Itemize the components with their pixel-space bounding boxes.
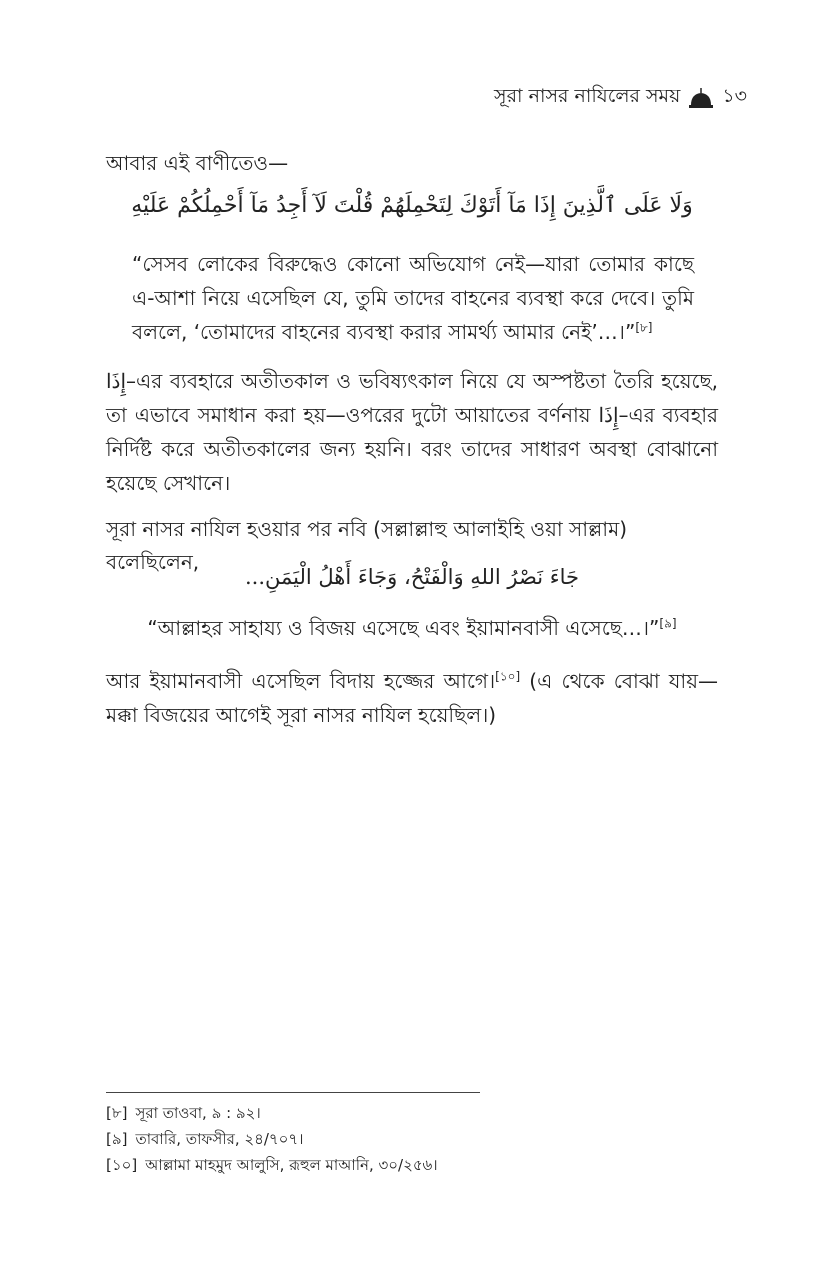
paragraph-hadith-intro: সূরা নাসর নাযিল হওয়ার পর নবি (সল্লাল্লাহু আলাইহি ওয়া সাল্লাম) বলেছিলেন, — [106, 517, 627, 574]
footnote-item — [106, 1126, 718, 1152]
footnote-number: [৮] — [106, 1104, 128, 1122]
footnote-item — [106, 1152, 718, 1178]
running-title: সূরা নাসর নাযিলের সময় — [494, 85, 681, 107]
quote-2-text: “আল্লাহর সাহায্য ও বিজয় এসেছে এবং ইয়ামানবাসী এসেছে…।” — [147, 616, 660, 640]
footnote-item — [106, 1100, 718, 1126]
footnote-ref-9[interactable]: [৯] — [659, 616, 677, 631]
footnote-ref-10[interactable]: [১০] — [495, 669, 521, 684]
running-header — [494, 82, 747, 114]
paragraph-2-part-a: –এর ব্যবহারে অতীতকাল ও ভবিষ্যৎকাল নিয়ে যে অস্পষ্টতা তৈরি হয়েছে, তা এভাবে সমাধান করা হয়—ওপরের দুটো আয়াতের বর্ণনায় — [106, 369, 718, 427]
paragraph-4-part-b: (এ থেকে বোঝা যায়—মক্কা বিজয়ের আগেই সূরা নাসর নাযিল হয়েছিল।) — [106, 669, 718, 727]
mosque-dome-icon — [688, 88, 714, 108]
arabic-word-idha: إِذَا — [106, 369, 127, 393]
translation-quote-1 — [132, 247, 694, 349]
arabic-verse-1: وَلَا عَلَى ٱلَّذِينَ إِذَا مَآ أَتَوْكَ لِتَحْمِلَهُمْ قُلْتَ لَآ أَجِدُ مَآ أَحْمِلُكُمْ عَلَيْهِ — [131, 193, 693, 218]
footnote-number: [৯] — [106, 1130, 128, 1148]
footnote-text: তাবারি, তাফসীর, ২৪/৭০৭। — [135, 1130, 304, 1148]
footnote-number: [১০] — [106, 1156, 138, 1174]
footnote-divider — [106, 1092, 480, 1093]
arabic-word-idha-2: إِذَا — [598, 403, 619, 427]
translation-quote-2 — [106, 612, 718, 645]
paragraph-2-part-b: –এর ব্যবহার নির্দিষ্ট করে অতীতকালের জন্য হয়নি। বরং তাদের সাধারণ অবস্থা বোঝানো হয়েছে সেখানে। — [106, 403, 718, 495]
footnote-text: আল্লামা মাহমুদ আলুসি, রূহুল মাআনি, ৩০/২৫৬। — [145, 1156, 438, 1174]
paragraph-conclusion — [106, 664, 718, 732]
footnotes — [106, 1100, 718, 1178]
footnote-ref-8[interactable]: [৮] — [635, 320, 653, 335]
footnote-text: সূরা তাওবা, ৯ : ৯২। — [135, 1104, 261, 1122]
paragraph-4-part-a: আর ইয়ামানবাসী এসেছিল বিদায় হজ্জের আগে। — [106, 669, 496, 693]
paragraph-explanation — [106, 364, 718, 500]
arabic-verse-2: جَاءَ نَصْرُ اللهِ وَالْفَتْحُ، وَجَاءَ أَهْلُ الْيَمَنِ... — [245, 565, 579, 589]
quote-1-text: “সেসব লোকের বিরুদ্ধেও কোনো অভিযোগ নেই—যারা তোমার কাছে এ-আশা নিয়ে এসেছিল যে, তুমি তাদের বাহনের ব্যবস্থা করে দেবে। তুমি বললে, ‘তোমাদের বাহনের ব্যবস্থা করার সামর্থ্য আমার নেই’…।” — [132, 252, 694, 344]
intro-line: আবার এই বাণীতেও— — [106, 151, 289, 175]
page-number: ১৩ — [722, 85, 747, 107]
